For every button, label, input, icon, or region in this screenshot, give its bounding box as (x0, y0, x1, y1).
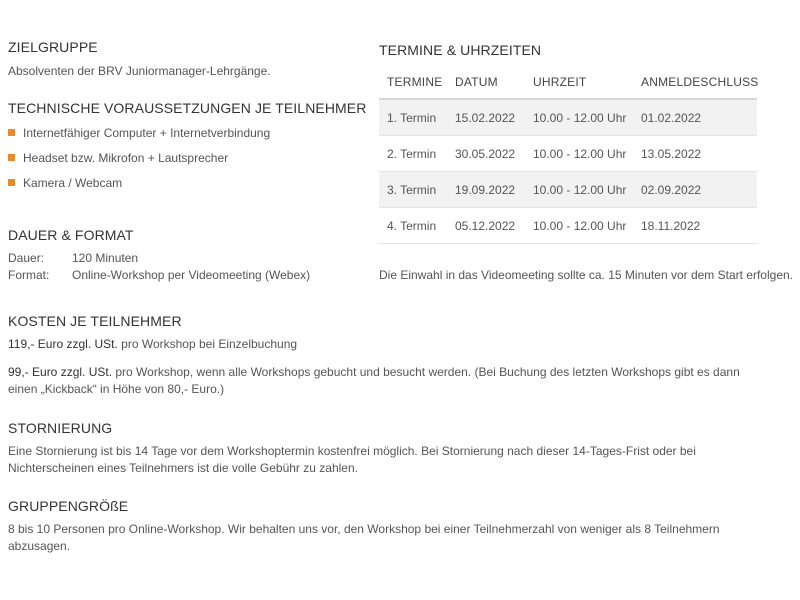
table-header (379, 66, 757, 100)
table-row (379, 208, 757, 244)
cell-termin: 4. Termin (387, 218, 437, 233)
column-header-uhrzeit: UHRZEIT (533, 75, 587, 89)
cell-uhrzeit: 10.00 - 12.00 Uhr (533, 182, 627, 197)
bullet-square-icon (8, 154, 15, 161)
technik-heading: TECHNISCHE VORAUSSETZUNGEN JE TEILNEHMER (8, 100, 367, 116)
kosten-line-2 (8, 364, 758, 398)
cell-termin: 1. Termin (387, 110, 437, 125)
kosten-line-1 (8, 336, 768, 353)
column-header-datum: DATUM (455, 75, 498, 89)
table-row (379, 100, 757, 136)
cell-anmeldeschluss: 18.11.2022 (641, 218, 701, 233)
list-item-text: Internetfähiger Computer + Internetverbindung (23, 125, 271, 140)
price-bundle-desc: pro Workshop, wenn alle Workshops gebucht und besucht werden. (Bei Buchung des letzten Workshops gibt es dann einen „Kickback“ in Höhe von 80,- Euro.) (8, 365, 740, 396)
price-single: 119,- Euro zzgl. USt. (8, 337, 118, 351)
list-item-text: Kamera / Webcam (23, 175, 123, 190)
cell-uhrzeit: 10.00 - 12.00 Uhr (533, 146, 627, 161)
list-item (8, 174, 122, 191)
bullet-square-icon (8, 179, 15, 186)
list-item (8, 149, 228, 166)
cell-termin: 3. Termin (387, 182, 437, 197)
cell-datum: 15.02.2022 (455, 110, 516, 125)
cell-datum: 05.12.2022 (455, 218, 516, 233)
cell-uhrzeit: 10.00 - 12.00 Uhr (533, 110, 627, 125)
kosten-heading: KOSTEN JE TEILNEHMER (8, 313, 182, 329)
format-value: Online-Workshop per Videomeeting (Webex) (72, 268, 311, 282)
cell-termin: 2. Termin (387, 146, 437, 161)
cell-uhrzeit: 10.00 - 12.00 Uhr (533, 218, 627, 233)
list-item-text: Headset bzw. Mikrofon + Lautsprecher (23, 150, 229, 165)
table-row (379, 136, 757, 172)
cell-datum: 19.09.2022 (455, 182, 516, 197)
gruppe-heading: GRUPPENGRÖßE (8, 498, 129, 514)
dauer-value: 120 Minuten (72, 251, 139, 265)
zielgruppe-heading: ZIELGRUPPE (8, 39, 98, 55)
price-single-desc: pro Workshop bei Einzelbuchung (117, 337, 298, 351)
termine-table (379, 66, 757, 244)
table-row (379, 172, 757, 208)
cell-anmeldeschluss: 02.09.2022 (641, 182, 702, 197)
zielgruppe-text: Absolventen der BRV Juniormanager-Lehrgänge. (8, 64, 271, 78)
stornierung-text: Eine Stornierung ist bis 14 Tage vor dem Workshoptermin kostenfrei möglich. Bei Stornierung nach dieser 14-Tages-Frist oder bei Nichterscheinen eines Teilnehmers ist die volle Gebühr zu zahlen. (8, 444, 696, 475)
price-bundle: 99,- Euro zzgl. USt. (8, 365, 113, 379)
dauer-label: Dauer: (8, 251, 45, 265)
format-label: Format: (8, 268, 50, 282)
gruppe-text: 8 bis 10 Personen pro Online-Workshop. Wir behalten uns vor, den Workshop bei einer Teilnehmerzahl von weniger als 8 Teilnehmern abzusagen. (8, 522, 720, 553)
cell-anmeldeschluss: 13.05.2022 (641, 146, 702, 161)
list-item (8, 124, 270, 141)
stornierung-heading: STORNIERUNG (8, 420, 113, 436)
cell-anmeldeschluss: 01.02.2022 (641, 110, 702, 125)
column-header-termine: TERMINE (387, 75, 443, 89)
cell-datum: 30.05.2022 (455, 146, 516, 161)
bullet-square-icon (8, 129, 15, 136)
dauer-heading: DAUER & FORMAT (8, 227, 134, 243)
column-header-anmeldeschluss: ANMELDESCHLUSS (641, 75, 759, 89)
termine-note: Die Einwahl in das Videomeeting sollte ca. 15 Minuten vor dem Start erfolgen. (379, 268, 794, 282)
termine-heading: TERMINE & UHRZEITEN (379, 42, 542, 58)
